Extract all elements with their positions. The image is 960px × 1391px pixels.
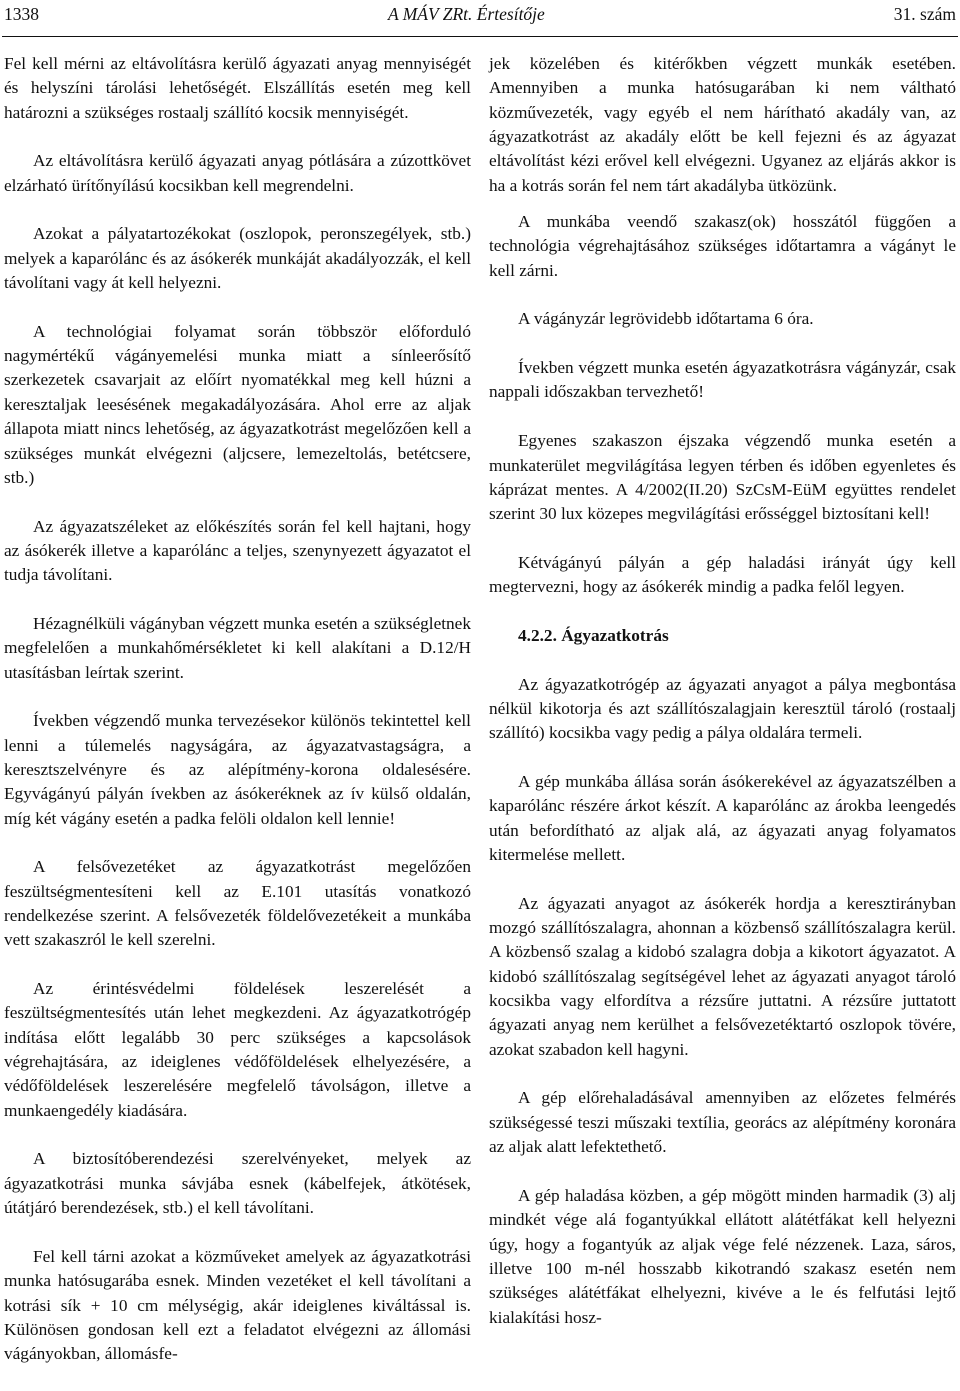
left-column	[4, 52, 471, 1391]
paragraph: Az ágyazatkotrógép az ágyazati anyagot a pálya megbontása nélkül kikotorja és azt szállítószalagjain keresztül tároló (rostaalj szállító) kocsikba vagy pedig a pálya oldalára termeli.	[489, 674, 956, 743]
paragraph: Az eltávolításra kerülő ágyazati anyag pótlására a zúzottkövet elzárható ürítőnyílású kocsikban kell megrendelni.	[4, 151, 471, 195]
paragraph: jek közelében és kitérőkben végzett munkák esetében. Amennyiben a munka hatósugarában ki nem váltható közművezeték, vagy egyéb el nem hárítható akadály van, az ágyazatkotrást az akadály előtt be kell fejezni és az ágyazat eltávolítást kézi erővel kell elvégezni. Ugyanez az eljárás akkor is ha a kotrás során fel nem tárt akadályba ütközünk.	[489, 54, 956, 195]
paragraph: Kétvágányú pályán a gép haladási irányát úgy kell megtervezni, hogy az ásókerék mindig a padka felől legyen.	[489, 552, 956, 597]
page-header	[4, 4, 956, 30]
paragraph: Az érintésvédelmi földelések leszerelését a feszültségmentesítés után lehet megkezdeni. Az ágyazatkotrógép indítása előtt legalább 30 perc szükséges a kapcsolások végrehajtására, az ideiglenes védőföldelések elhelyezésére, a védőföldelések leszerelésére megfelelő távolságon, illetve a munkaengedély kiadására.	[4, 979, 471, 1120]
paragraph: A gép munkába állása során ásókerekével az ágyazatszélben a kaparólánc részére árkot készít. A kaparólánc az árokba leengedés után befordítható az aljak alá, az ágyazati anyag folyamatos kitermelése mellett.	[489, 771, 956, 864]
paragraph: A gép előrehaladásával amennyiben az előzetes felmérés szükségessé teszi műszaki textília, georács az alépítmény koronára az aljak alatt lefektethető.	[489, 1088, 956, 1157]
header-rule	[2, 36, 958, 37]
paragraph: A vágányzár legrövidebb időtartama 6 óra.	[518, 309, 814, 329]
paragraph: Ívekben végzett munka esetén ágyazatkotrásra vágányzár, csak nappali időszakban tervezhető!	[489, 358, 956, 402]
paragraph: A munkába veendő szakasz(ok) hosszától függően a technológia végrehajtásához szükséges időtartamra a vágányt le kell zárni.	[489, 212, 956, 280]
page-number: 1338	[4, 4, 39, 24]
section-heading: 4.2.2. Ágyazatkotrás	[518, 625, 669, 645]
paragraph: A gép haladása közben, a gép mögött minden harmadik (3) alj mindkét vége alá fogantyúkkal ellátott alátétfákat kell helyezni úgy, hogy a fogantyúk az aljak vége felé nézzenek. Laza, sáros, illetve 100 m-nél hosszabb kikotrandó szakasz esetén nem szükséges alátétfákat elhelyezni, kivéve a le és felfutási lejtő kialakítási hosz-	[489, 1185, 956, 1327]
paragraph: A biztosítóberendezési szerelvényeket, melyek az ágyazatkotrási munka sávjába esnek (kábelfejek, átkötések, útátjáró berendezések, stb.) el kell távolítani.	[4, 1149, 471, 1218]
issue-number: 31. szám	[893, 4, 956, 24]
paragraph: Ívekben végzendő munka tervezésekor különös tekintettel kell lenni a túlemelés nagyságára, az ágyazatvastagságra, a keresztszelvényre és az alépítmény-korona oldalesésére. Egyvágányú pályán ívekben az ásókeréknek az ív külső oldalán, míg két vágány esetén a padka felöli oldalon kell lennie!	[4, 711, 471, 828]
paragraph: Fel kell tárni azokat a közműveket amelyek az ágyazatkotrási munka hatósugarába esnek. Minden vezetéket el kell távolítani a kotrási sík + 10 cm mélységig, akár ideiglenes kiváltással is. Különösen gondosan kell ezt a feladatot elvégezni az állomási vágányokban, állomásfe-	[4, 1246, 471, 1364]
paragraph: Azokat a pályatartozékokat (oszlopok, peronszegélyek, stb.) melyek a kaparólánc és az ásókerék munkáját akadályozzák, el kell távolítani vagy át kell helyezni.	[4, 224, 471, 293]
paragraph: Egyenes szakaszon éjszaka végzendő munka esetén a munkaterület megvilágítása legyen térben és időben egyenletes és káprázat mentes. A 4/2002(II.20) SzCsM-EüM együttes rendelet szerint 30 lux közepes megvilágítási erősséggel biztosítani kell!	[489, 431, 956, 524]
paragraph: Fel kell mérni az eltávolításra kerülő ágyazati anyag mennyiségét és helyszíni tárolási lehetőségét. Elszállítás esetén meg kell határozni a szükséges rostaalj szállító kocsik mennyiségét.	[4, 54, 471, 122]
right-column	[489, 52, 956, 1354]
paragraph: Az ágyazatszéleket az előkészítés során fel kell hajtani, hogy az ásókerék illetve a kaparólánc a teljes, szenynyezett ágyazatot el tudja távolítani.	[4, 516, 471, 585]
paragraph: Hézagnélküli vágányban végzett munka esetén a szükségletnek megfelelően a munkahőmérsékletet ki kell alakítani a D.12/H utasításban leírtak szerint.	[4, 613, 471, 682]
paragraph: A technológiai folyamat során többször előforduló nagymértékű vágányemelési munka miatt a sínleerősítő szerkezetek csavarjait az előírt nyomatékkal meg kell húzni a keresztaljak leesésének megakadályozására. Ahol erre az aljak állapota miatt nincs lehetőség, az ágyazatkotrást megelőzően kell a szükséges munkát elvégezni (aljcsere, lemezeltolás, betétcsere, stb.)	[4, 321, 471, 487]
paragraph: Az ágyazati anyagot az ásókerék hordja a keresztirányban mozgó szállítószalagra, ahonnan a közbenső szállítószalagra kerül. A közbenső szalag a kidobó szalagra dobja a kikotort ágyazatot. A kidobó szállítószalag segítségével lehet az ágyazati anyagot tároló kocsikba vagy elfordítva a rézsűre juttatni. A rézsűre juttatott ágyazati anyag nem kerülhet a felsővezetéktartó oszlopok tövére, azokat szabadon kell hagyni.	[489, 893, 956, 1059]
paragraph: A felsővezetéket az ágyazatkotrást megelőzően feszültségmentesíteni kell az E.101 utasítás vonatkozó rendelkezése szerint. A felsővezeték földelővezetékeit a munkába vett szakaszról le kell szerelni.	[4, 857, 471, 950]
publication-title: A MÁV ZRt. Értesítője	[387, 4, 545, 24]
